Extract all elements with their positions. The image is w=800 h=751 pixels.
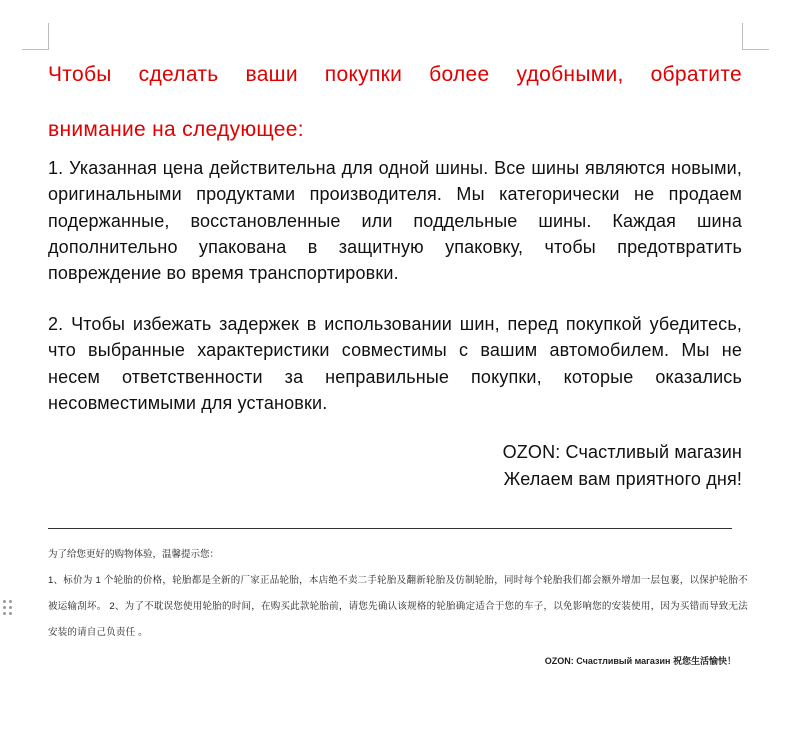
notice-heading-line-1: Чтобы сделать ваши покупки более удобными, обратите <box>48 63 742 86</box>
notice-paragraph-2: 2. Чтобы избежать задержек в использовании шин, перед покупкой убедитесь, что выбранные характеристики совместимы с вашим автомобилем. Мы не несем ответственности за неправильные покупки, которые оказались несовместимыми для установки. <box>48 314 742 413</box>
signature-greeting: Желаем вам приятного дня! <box>503 469 742 489</box>
notice-paragraph-1: 1. Указанная цена действительна для одной шины. Все шины являются новыми, оригинальными продуктами производителя. Мы категорически не продаем подержанные, восстановленные или поддельные шины. Каждая шина дополнительно упакована в защитную упаковку, чтобы предотвратить повреждение во время транспортировки. <box>48 158 742 284</box>
notice-heading-line-2: внимание на следующее: <box>48 118 304 141</box>
chinese-notice-title: 为了给您更好的购物体验，温馨提示您： <box>48 549 220 560</box>
drag-handle-icon[interactable] <box>3 600 13 616</box>
section-divider <box>48 528 732 529</box>
chinese-notice-signature: OZON: Счастливый магазин 祝您生活愉快！ <box>544 656 736 666</box>
chinese-notice-body: 1、标价为 1 个轮胎的价格，轮胎都是全新的厂家正品轮胎，本店绝不卖二手轮胎及翻新轮胎及仿制轮胎，同时每个轮胎我们都会额外增加一层包裹，以保护轮胎不被运输刮坏。 2、为了不耽误您使用轮胎的时间，在购买此款轮胎前，请您先确认该规格的轮胎确定适合于您的车子，以免影响您的安装使用，因为买错而导致无法安装的请自己负责任 。 <box>48 575 748 638</box>
page-corner-mark-top-right <box>742 23 769 50</box>
signature-store-name: OZON: Счастливый магазин <box>502 442 742 462</box>
page-corner-mark-top-left <box>22 23 49 50</box>
